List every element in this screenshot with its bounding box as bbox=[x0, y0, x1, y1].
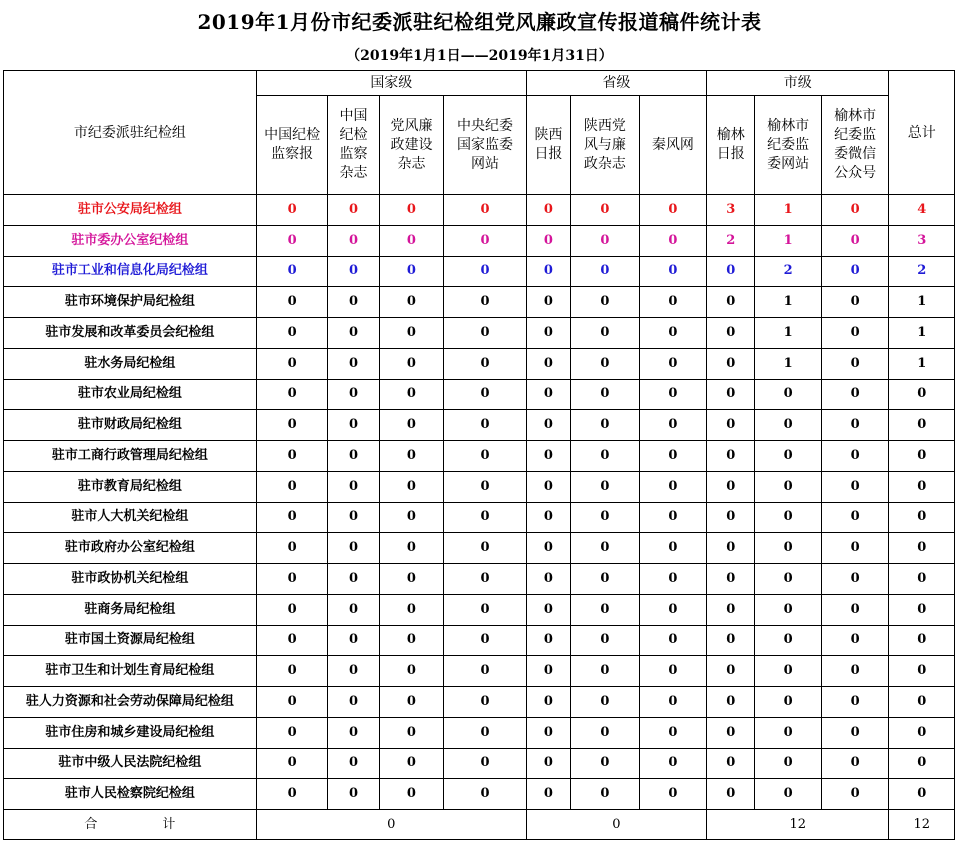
header-column-label: 中央纪委 国家监委 网站 bbox=[456, 117, 513, 172]
table-cell: 0 bbox=[526, 256, 570, 287]
table-cell: 0 bbox=[755, 533, 821, 564]
header-column-label: 陕西党 风与廉 政杂志 bbox=[583, 117, 626, 172]
table-row bbox=[4, 564, 955, 595]
table-cell: 0 bbox=[379, 225, 443, 256]
table-cell: 0 bbox=[755, 656, 821, 687]
table-cell: 0 bbox=[379, 379, 443, 410]
row-name: 驻市中级人民法院纪检组 bbox=[4, 748, 257, 779]
table-cell: 1 bbox=[755, 287, 821, 318]
row-total: 0 bbox=[889, 533, 955, 564]
table-cell: 0 bbox=[256, 441, 328, 472]
table-cell: 0 bbox=[379, 410, 443, 441]
table-cell: 0 bbox=[571, 656, 639, 687]
table-cell: 0 bbox=[256, 287, 328, 318]
table-cell: 0 bbox=[821, 564, 889, 595]
table-cell: 0 bbox=[379, 564, 443, 595]
table-cell: 0 bbox=[639, 225, 707, 256]
table-cell: 0 bbox=[821, 625, 889, 656]
table-cell: 0 bbox=[755, 748, 821, 779]
table-cell: 0 bbox=[328, 348, 379, 379]
header-column bbox=[256, 96, 328, 195]
table-cell: 0 bbox=[444, 533, 527, 564]
row-total: 1 bbox=[889, 287, 955, 318]
summary-total: 12 bbox=[889, 810, 955, 840]
table-cell: 0 bbox=[444, 379, 527, 410]
table-cell: 0 bbox=[821, 348, 889, 379]
table-cell: 0 bbox=[821, 656, 889, 687]
table-cell: 0 bbox=[639, 533, 707, 564]
table-cell: 0 bbox=[526, 410, 570, 441]
row-total: 0 bbox=[889, 779, 955, 810]
table-cell: 0 bbox=[571, 533, 639, 564]
table-cell: 0 bbox=[707, 625, 755, 656]
table-cell: 0 bbox=[526, 379, 570, 410]
table-cell: 0 bbox=[256, 564, 328, 595]
row-total: 0 bbox=[889, 748, 955, 779]
table-cell: 0 bbox=[256, 687, 328, 718]
table-cell: 0 bbox=[328, 625, 379, 656]
row-name: 驻市工商行政管理局纪检组 bbox=[4, 441, 257, 472]
row-name: 驻市政府办公室纪检组 bbox=[4, 533, 257, 564]
table-cell: 0 bbox=[328, 287, 379, 318]
table-cell: 0 bbox=[821, 195, 889, 226]
table-cell: 0 bbox=[571, 779, 639, 810]
table-cell: 0 bbox=[444, 594, 527, 625]
table-cell: 0 bbox=[444, 348, 527, 379]
table-cell: 0 bbox=[379, 533, 443, 564]
table-cell: 0 bbox=[707, 348, 755, 379]
table-cell: 0 bbox=[639, 318, 707, 349]
header-column bbox=[639, 96, 707, 195]
table-cell: 0 bbox=[707, 533, 755, 564]
table-cell: 0 bbox=[639, 625, 707, 656]
table-cell: 0 bbox=[256, 625, 328, 656]
table-cell: 0 bbox=[256, 471, 328, 502]
table-cell: 0 bbox=[571, 748, 639, 779]
summary-label: 合 计 bbox=[4, 810, 257, 840]
table-cell: 0 bbox=[755, 594, 821, 625]
table-cell: 0 bbox=[256, 379, 328, 410]
table-cell: 0 bbox=[256, 318, 328, 349]
table-row bbox=[4, 256, 955, 287]
table-cell: 0 bbox=[328, 502, 379, 533]
table-cell: 0 bbox=[707, 564, 755, 595]
table-cell: 0 bbox=[755, 564, 821, 595]
row-name: 驻市委办公室纪检组 bbox=[4, 225, 257, 256]
table-cell: 0 bbox=[571, 471, 639, 502]
table-cell: 0 bbox=[379, 348, 443, 379]
table-cell: 0 bbox=[639, 656, 707, 687]
table-cell: 0 bbox=[379, 287, 443, 318]
table-cell: 0 bbox=[639, 256, 707, 287]
header-column bbox=[571, 96, 639, 195]
table-row bbox=[4, 379, 955, 410]
table-cell: 0 bbox=[444, 779, 527, 810]
table-cell: 0 bbox=[444, 195, 527, 226]
table-cell: 0 bbox=[256, 717, 328, 748]
table-cell: 0 bbox=[444, 717, 527, 748]
row-total: 2 bbox=[889, 256, 955, 287]
table-cell: 0 bbox=[444, 656, 527, 687]
table-row bbox=[4, 502, 955, 533]
table-cell: 0 bbox=[328, 379, 379, 410]
table-cell: 0 bbox=[379, 256, 443, 287]
table-cell: 0 bbox=[526, 287, 570, 318]
table-row bbox=[4, 287, 955, 318]
table-cell: 0 bbox=[328, 441, 379, 472]
row-name: 驻市国土资源局纪检组 bbox=[4, 625, 257, 656]
table-cell: 0 bbox=[639, 471, 707, 502]
table-row bbox=[4, 471, 955, 502]
table-cell: 0 bbox=[379, 687, 443, 718]
table-cell: 1 bbox=[755, 195, 821, 226]
table-cell: 0 bbox=[571, 410, 639, 441]
table-row bbox=[4, 318, 955, 349]
table-cell: 0 bbox=[571, 287, 639, 318]
table-cell: 0 bbox=[328, 656, 379, 687]
header-column bbox=[444, 96, 527, 195]
table-cell: 0 bbox=[571, 379, 639, 410]
table-cell: 0 bbox=[379, 594, 443, 625]
row-total: 3 bbox=[889, 225, 955, 256]
table-row bbox=[4, 225, 955, 256]
header-group-provincial: 省级 bbox=[526, 71, 706, 96]
table-cell: 0 bbox=[379, 471, 443, 502]
row-total: 0 bbox=[889, 502, 955, 533]
table-cell: 0 bbox=[328, 564, 379, 595]
table-cell: 0 bbox=[755, 471, 821, 502]
header-column bbox=[755, 96, 821, 195]
table-cell: 0 bbox=[379, 195, 443, 226]
table-cell: 0 bbox=[379, 625, 443, 656]
table-cell: 0 bbox=[444, 471, 527, 502]
table-row bbox=[4, 410, 955, 441]
header-column-label: 中国 纪检 监察 杂志 bbox=[339, 108, 368, 181]
table-cell: 0 bbox=[526, 195, 570, 226]
table-cell: 0 bbox=[755, 717, 821, 748]
table-row bbox=[4, 748, 955, 779]
header-row-label: 市纪委派驻纪检组 bbox=[4, 71, 257, 195]
table-cell: 0 bbox=[707, 687, 755, 718]
table-cell: 0 bbox=[639, 379, 707, 410]
table-cell: 0 bbox=[256, 256, 328, 287]
table-cell: 0 bbox=[526, 656, 570, 687]
table-cell: 0 bbox=[707, 471, 755, 502]
table-cell: 0 bbox=[526, 533, 570, 564]
table-cell: 0 bbox=[707, 748, 755, 779]
table-cell: 0 bbox=[707, 594, 755, 625]
table-cell: 0 bbox=[821, 471, 889, 502]
table-cell: 0 bbox=[821, 379, 889, 410]
row-name: 驻市教育局纪检组 bbox=[4, 471, 257, 502]
header-column bbox=[379, 96, 443, 195]
header-column-label: 党风廉 政建设 杂志 bbox=[390, 117, 433, 172]
table-cell: 0 bbox=[571, 687, 639, 718]
row-name: 驻商务局纪检组 bbox=[4, 594, 257, 625]
header-column-label: 陕西 日报 bbox=[534, 127, 563, 162]
summary-national: 0 bbox=[256, 810, 526, 840]
table-cell: 0 bbox=[526, 594, 570, 625]
table-cell: 0 bbox=[821, 533, 889, 564]
summary-row bbox=[4, 810, 955, 840]
table-cell: 0 bbox=[639, 717, 707, 748]
table-row bbox=[4, 656, 955, 687]
table-cell: 0 bbox=[256, 225, 328, 256]
table-cell: 0 bbox=[526, 348, 570, 379]
table-cell: 0 bbox=[379, 656, 443, 687]
table-cell: 0 bbox=[755, 379, 821, 410]
table-row bbox=[4, 195, 955, 226]
header-group-row bbox=[4, 71, 955, 96]
header-column bbox=[707, 96, 755, 195]
row-name: 驻市农业局纪检组 bbox=[4, 379, 257, 410]
table-cell: 0 bbox=[639, 779, 707, 810]
header-column bbox=[821, 96, 889, 195]
table-cell: 0 bbox=[755, 441, 821, 472]
header-column bbox=[526, 96, 570, 195]
table-cell: 0 bbox=[639, 594, 707, 625]
table-cell: 0 bbox=[639, 502, 707, 533]
table-cell: 0 bbox=[526, 687, 570, 718]
row-total: 0 bbox=[889, 717, 955, 748]
table-cell: 0 bbox=[571, 348, 639, 379]
table-cell: 0 bbox=[639, 195, 707, 226]
row-total: 0 bbox=[889, 471, 955, 502]
row-name: 驻市公安局纪检组 bbox=[4, 195, 257, 226]
table-cell: 0 bbox=[707, 717, 755, 748]
table-cell: 0 bbox=[571, 564, 639, 595]
row-name: 驻水务局纪检组 bbox=[4, 348, 257, 379]
table-cell: 0 bbox=[444, 441, 527, 472]
table-cell: 0 bbox=[444, 318, 527, 349]
table-cell: 0 bbox=[256, 533, 328, 564]
page-title: 2019年1月份市纪委派驻纪检组党风廉政宣传报道稿件统计表 bbox=[197, 10, 762, 34]
table-cell: 0 bbox=[444, 502, 527, 533]
table-cell: 0 bbox=[821, 318, 889, 349]
table-cell: 2 bbox=[755, 256, 821, 287]
table-cell: 0 bbox=[526, 564, 570, 595]
header-total: 总计 bbox=[889, 71, 955, 195]
table-cell: 0 bbox=[256, 502, 328, 533]
table-row bbox=[4, 594, 955, 625]
table-cell: 0 bbox=[571, 625, 639, 656]
table-cell: 0 bbox=[571, 256, 639, 287]
row-name: 驻市卫生和计划生育局纪检组 bbox=[4, 656, 257, 687]
table-cell: 0 bbox=[328, 533, 379, 564]
table-cell: 0 bbox=[821, 502, 889, 533]
table-cell: 0 bbox=[444, 748, 527, 779]
table-cell: 0 bbox=[256, 195, 328, 226]
row-total: 0 bbox=[889, 594, 955, 625]
table-cell: 3 bbox=[707, 195, 755, 226]
table-cell: 0 bbox=[755, 779, 821, 810]
table-cell: 0 bbox=[526, 225, 570, 256]
header-column-label: 榆林 日报 bbox=[716, 127, 745, 162]
table-cell: 0 bbox=[444, 225, 527, 256]
table-cell: 0 bbox=[256, 656, 328, 687]
row-name: 驻市人大机关纪检组 bbox=[4, 502, 257, 533]
table-cell: 0 bbox=[639, 287, 707, 318]
table-cell: 0 bbox=[256, 748, 328, 779]
table-cell: 0 bbox=[821, 779, 889, 810]
table-cell: 0 bbox=[639, 687, 707, 718]
table-cell: 0 bbox=[707, 318, 755, 349]
table-row bbox=[4, 687, 955, 718]
header-column-label: 榆林市 纪委监 委网站 bbox=[767, 117, 810, 172]
table-cell: 0 bbox=[639, 441, 707, 472]
table-cell: 0 bbox=[379, 318, 443, 349]
table-cell: 0 bbox=[379, 502, 443, 533]
table-cell: 0 bbox=[444, 410, 527, 441]
row-total: 0 bbox=[889, 625, 955, 656]
table-cell: 0 bbox=[526, 748, 570, 779]
table-cell: 0 bbox=[639, 410, 707, 441]
table-cell: 0 bbox=[707, 502, 755, 533]
table-cell: 0 bbox=[379, 717, 443, 748]
table-cell: 1 bbox=[755, 318, 821, 349]
row-name: 驻市发展和改革委员会纪检组 bbox=[4, 318, 257, 349]
table-cell: 0 bbox=[328, 410, 379, 441]
row-total: 0 bbox=[889, 379, 955, 410]
table-row bbox=[4, 625, 955, 656]
table-row bbox=[4, 533, 955, 564]
table-cell: 0 bbox=[755, 687, 821, 718]
table-cell: 0 bbox=[821, 441, 889, 472]
table-cell: 0 bbox=[256, 348, 328, 379]
table-cell: 0 bbox=[526, 625, 570, 656]
row-total: 0 bbox=[889, 441, 955, 472]
table-cell: 0 bbox=[256, 410, 328, 441]
table-cell: 0 bbox=[328, 779, 379, 810]
table-row bbox=[4, 779, 955, 810]
table-cell: 0 bbox=[755, 410, 821, 441]
table-cell: 0 bbox=[821, 225, 889, 256]
row-total: 0 bbox=[889, 656, 955, 687]
table-cell: 0 bbox=[526, 502, 570, 533]
header-group-national: 国家级 bbox=[256, 71, 526, 96]
table-cell: 0 bbox=[526, 779, 570, 810]
table-cell: 0 bbox=[256, 779, 328, 810]
table-cell: 0 bbox=[707, 410, 755, 441]
row-name: 驻人力资源和社会劳动保障局纪检组 bbox=[4, 687, 257, 718]
row-total: 0 bbox=[889, 410, 955, 441]
row-total: 4 bbox=[889, 195, 955, 226]
row-total: 1 bbox=[889, 318, 955, 349]
table-cell: 0 bbox=[328, 195, 379, 226]
table-cell: 0 bbox=[821, 410, 889, 441]
table-cell: 0 bbox=[328, 225, 379, 256]
table-cell: 0 bbox=[821, 717, 889, 748]
row-total: 0 bbox=[889, 687, 955, 718]
table-cell: 0 bbox=[821, 687, 889, 718]
row-total: 1 bbox=[889, 348, 955, 379]
header-column bbox=[328, 96, 379, 195]
table-cell: 0 bbox=[639, 564, 707, 595]
table-cell: 0 bbox=[707, 256, 755, 287]
table-cell: 0 bbox=[639, 348, 707, 379]
table-cell: 0 bbox=[571, 441, 639, 472]
table-cell: 0 bbox=[444, 625, 527, 656]
table-row bbox=[4, 441, 955, 472]
table-cell: 0 bbox=[707, 287, 755, 318]
table-cell: 0 bbox=[639, 748, 707, 779]
table-cell: 0 bbox=[444, 564, 527, 595]
table-cell: 0 bbox=[821, 256, 889, 287]
table-cell: 0 bbox=[571, 594, 639, 625]
table-row bbox=[4, 348, 955, 379]
date-range-subtitle: （2019年1月1日——2019年1月31日） bbox=[346, 48, 613, 64]
table-cell: 0 bbox=[526, 318, 570, 349]
table-cell: 0 bbox=[526, 717, 570, 748]
row-name: 驻市财政局纪检组 bbox=[4, 410, 257, 441]
table-cell: 1 bbox=[755, 225, 821, 256]
header-column-label: 中国纪检 监察报 bbox=[264, 127, 321, 162]
table-cell: 0 bbox=[328, 256, 379, 287]
summary-provincial: 0 bbox=[526, 810, 706, 840]
table-cell: 0 bbox=[755, 502, 821, 533]
table-cell: 0 bbox=[444, 256, 527, 287]
table-cell: 0 bbox=[821, 594, 889, 625]
row-total: 0 bbox=[889, 564, 955, 595]
table-cell: 0 bbox=[821, 287, 889, 318]
table-cell: 1 bbox=[755, 348, 821, 379]
summary-city: 12 bbox=[707, 810, 889, 840]
table-cell: 0 bbox=[328, 748, 379, 779]
table-cell: 0 bbox=[328, 594, 379, 625]
table-cell: 0 bbox=[526, 471, 570, 502]
table-cell: 0 bbox=[571, 502, 639, 533]
row-name: 驻市环境保护局纪检组 bbox=[4, 287, 257, 318]
header-group-city: 市级 bbox=[707, 71, 889, 96]
statistics-table bbox=[3, 70, 955, 840]
row-name: 驻市政协机关纪检组 bbox=[4, 564, 257, 595]
header-column-label: 榆林市 纪委监 委微信 公众号 bbox=[834, 108, 877, 181]
table-cell: 0 bbox=[571, 318, 639, 349]
table-cell: 0 bbox=[707, 441, 755, 472]
row-name: 驻市人民检察院纪检组 bbox=[4, 779, 257, 810]
table-cell: 0 bbox=[571, 717, 639, 748]
table-cell: 0 bbox=[328, 471, 379, 502]
row-name: 驻市工业和信息化局纪检组 bbox=[4, 256, 257, 287]
table-cell: 0 bbox=[379, 441, 443, 472]
table-cell: 0 bbox=[526, 441, 570, 472]
table-cell: 0 bbox=[328, 318, 379, 349]
table-cell: 0 bbox=[707, 656, 755, 687]
table-cell: 0 bbox=[707, 379, 755, 410]
table-cell: 0 bbox=[821, 748, 889, 779]
table-cell: 0 bbox=[571, 225, 639, 256]
table-cell: 0 bbox=[755, 625, 821, 656]
table-cell: 0 bbox=[379, 748, 443, 779]
row-name: 驻市住房和城乡建设局纪检组 bbox=[4, 717, 257, 748]
table-cell: 0 bbox=[256, 594, 328, 625]
table-cell: 0 bbox=[707, 779, 755, 810]
table-cell: 0 bbox=[328, 687, 379, 718]
table-cell: 0 bbox=[444, 687, 527, 718]
table-cell: 0 bbox=[571, 195, 639, 226]
header-column-label: 秦风网 bbox=[651, 136, 694, 153]
table-cell: 0 bbox=[379, 779, 443, 810]
table-row bbox=[4, 717, 955, 748]
table-cell: 0 bbox=[444, 287, 527, 318]
table-cell: 0 bbox=[328, 717, 379, 748]
table-cell: 2 bbox=[707, 225, 755, 256]
